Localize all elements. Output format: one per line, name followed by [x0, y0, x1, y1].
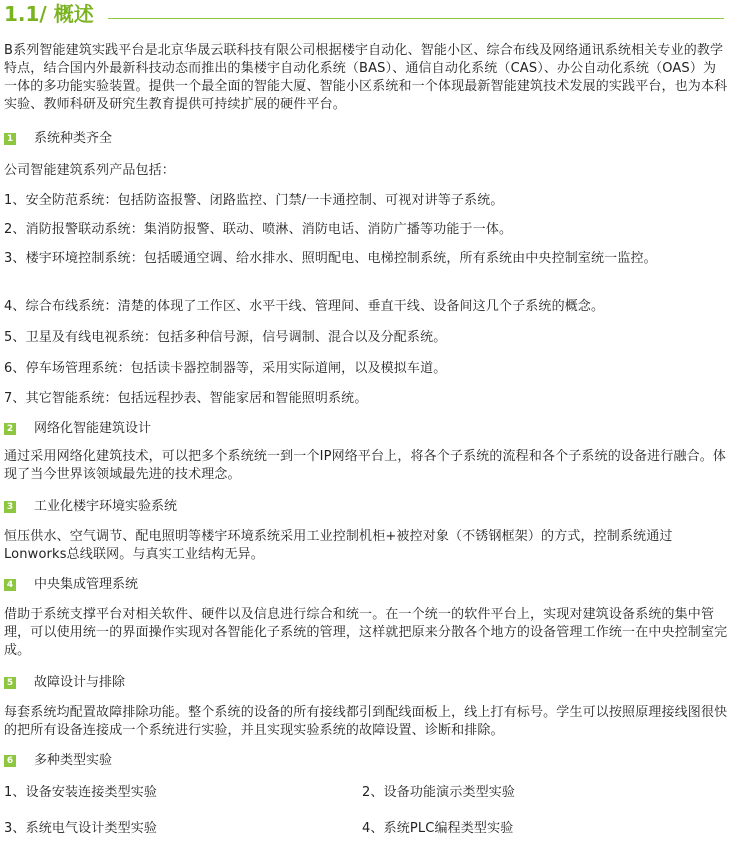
section-1-title: 系统种类齐全: [34, 131, 113, 146]
list-item: 2、消防报警联动系统：集消防报警、联动、喷淋、消防电话、消防广播等功能于一体。: [4, 222, 513, 237]
section-3-number-badge: 3: [4, 501, 16, 513]
section-4-text: 借助于系统支撑平台对相关软件、硬件以及信息进行综合和统一。在一个统一的软件平台上，实现对建筑设备系统的集中管理，可以使用统一的界面操作实现对各智能化子系统的管理，这样就把原来分散各个地方的设备管理工作统一在中央控制室完成。: [4, 607, 728, 658]
list-item: 5、卫星及有线电视系统：包括多种信号源，信号调制、混合以及分配系统。: [4, 330, 447, 345]
list-item: 4、综合布线系统：清楚的体现了工作区、水平干线、管理间、垂直干线、设备间这几个子系统的概念。: [4, 299, 605, 314]
section-3-title: 工业化楼宇环境实验系统: [34, 499, 178, 514]
section-4-number-badge: 4: [4, 579, 16, 591]
title-divider: [108, 18, 724, 19]
section-1-number-badge: 1: [4, 133, 16, 145]
section-2-number-badge: 2: [4, 423, 16, 435]
list-item: 3、系统电气设计类型实验: [4, 821, 158, 836]
list-item: 2、设备功能演示类型实验: [362, 785, 516, 800]
list-item: 3、楼宇环境控制系统：包括暖通空调、给水排水、照明配电、电梯控制系统，所有系统由中央控制室统一监控。: [4, 251, 657, 266]
section-1-lead: 公司智能建筑系列产品包括：: [4, 163, 175, 178]
section-5-number-badge: 5: [4, 677, 16, 689]
section-4-title: 中央集成管理系统: [34, 577, 139, 592]
list-item: 7、其它智能系统：包括远程抄表、智能家居和智能照明系统。: [4, 391, 368, 406]
section-2-text: 通过采用网络化建筑技术，可以把多个系统统一到一个IP网络平台上，将各个子系统的流程和各个子系统的设备进行融合。体现了当今世界该领域最先进的技术理念。: [4, 449, 727, 482]
section-5-text: 每套系统均配置故障排除功能。整个系统的设备的所有接线都引到配线面板上，线上打有标号。学生可以按照原理接线图很快的把所有设备连接成一个系统进行实验，并且实现实验系统的故障设置、诊断和排除。: [4, 705, 728, 738]
section-2-title: 网络化智能建筑设计: [34, 421, 152, 436]
list-item: 6、停车场管理系统：包括读卡器控制器等，采用实际道闸，以及模拟车道。: [4, 361, 447, 376]
section-5-title: 故障设计与排除: [34, 675, 126, 690]
page-title: 1.1/ 概述: [4, 2, 94, 26]
section-3-text: 恒压供水、空气调节、配电照明等楼宇环境系统采用工业控制机柜+被控对象（不锈钢框架）的方式，控制系统通过Lonworks总线联网。与真实工业结构无异。: [4, 529, 673, 562]
section-6-title: 多种类型实验: [34, 753, 113, 768]
list-item: 4、系统PLC编程类型实验: [362, 821, 514, 836]
section-6-number-badge: 6: [4, 755, 16, 767]
list-item: 1、设备安装连接类型实验: [4, 785, 158, 800]
list-item: 1、安全防范系统：包括防盗报警、闭路监控、门禁/一卡通控制、可视对讲等子系统。: [4, 193, 504, 208]
heading-bar: [4, 0, 724, 28]
intro-paragraph: B系列智能建筑实践平台是北京华晟云联科技有限公司根据楼宇自动化、智能小区、综合布线及网络通讯系统相关专业的教学特点，结合国内外最新科技动态而推出的集楼宇自动化系统（BAS）、通信自动化系统（CAS）、办公自动化系统（OAS）为一体的多功能实验装置。提供一个最全面的智能大厦、智能小区系统和一个体现最新智能建筑技术发展的实践平台，也为本科实验、教师科研及研究生教育提供可持续扩展的硬件平台。: [4, 43, 728, 112]
